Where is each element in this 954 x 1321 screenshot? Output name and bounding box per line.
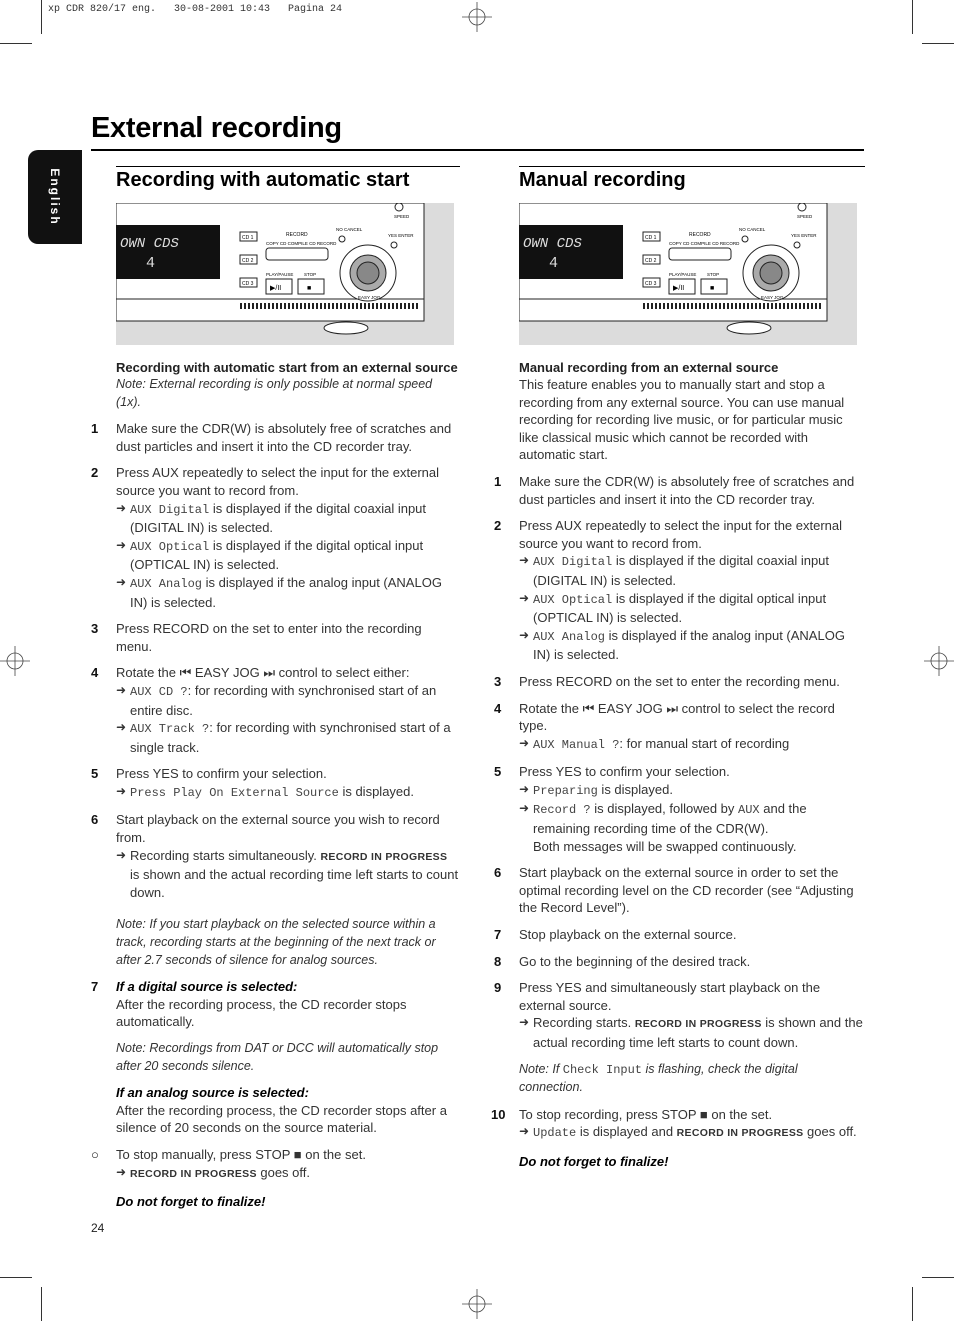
result-text: : for recording with synchronised start of a single track. (130, 720, 451, 755)
step-text: Press YES and simultaneously start playback on the external source. (519, 980, 821, 1013)
device-illustration (116, 203, 460, 345)
no-cancel-label: NO CANCEL (739, 227, 766, 232)
print-header: xp CDR 820/17 eng. 30-08-2001 10:43 Pagina 24 (48, 4, 343, 15)
step-title: If a digital source is selected: (116, 979, 298, 995)
step-text-part: on the set. (301, 1146, 366, 1162)
display-message: AUX Track ? (130, 722, 210, 737)
result-line (519, 590, 865, 627)
result-line (519, 735, 865, 755)
note: Note: External recording is only possible at normal speed (1x). (116, 377, 433, 409)
display-message: RECORD IN PROGRESS (320, 850, 448, 863)
finalize-reminder: Do not forget to finalize! (519, 1153, 669, 1169)
display-message: Update (533, 1126, 577, 1141)
stop-icon: ■ (293, 1146, 302, 1162)
easy-jog-label: EASY JOG (761, 295, 784, 300)
step-text: Start playback on the external source you wish to record from. (116, 812, 440, 846)
stop-icon: ■ (307, 285, 312, 292)
result-line (116, 574, 460, 611)
step (90, 664, 460, 756)
step-number: 4 (494, 700, 502, 716)
note: Note: If you start playback on the selected source within a track, recording starts at the beginning of the next track or after 2.7 seconds of silence for analog sources. (116, 917, 436, 967)
result-text: is displayed if the digital coaxial input (DIGITAL IN) is selected. (533, 553, 830, 588)
crop-mark (41, 0, 42, 34)
result-line (519, 627, 865, 664)
display-message: Check Input (562, 1062, 642, 1077)
stop-icon: ■ (710, 285, 715, 292)
crop-mark (922, 43, 954, 44)
step-text: Press AUX repeatedly to select the input for the external source you want to record from. (519, 518, 843, 551)
result-text: and the remaining recording time of the CDR(W). (533, 801, 807, 837)
arrow-icon: ➜ (519, 781, 530, 796)
step-number: 10 (491, 1106, 506, 1122)
language-tab-label: English (48, 168, 62, 226)
display-message: AUX Analog (533, 629, 606, 644)
arrow-icon: ➜ (519, 1124, 530, 1139)
device-illustration (519, 203, 865, 345)
step-text: Press YES to confirm your selection. (116, 766, 327, 782)
bullet-icon: ○ (91, 1146, 99, 1162)
display-message: RECORD IN PROGRESS (634, 1018, 762, 1031)
result-text: is shown and the actual recording time left starts to count down. (533, 1015, 863, 1050)
step-text: Make sure the CDR(W) is absolutely free of scratches and dust particles and insert it into the CD recorder tray. (519, 473, 855, 507)
step (90, 765, 460, 802)
arrow-icon: ➜ (519, 553, 530, 568)
play-pause-label: PLAY/PAUSE (266, 272, 294, 277)
arrow-icon: ➜ (116, 783, 127, 798)
display-message: Press Play On External Source (130, 785, 339, 800)
finalize-reminder: Do not forget to finalize! (116, 1194, 266, 1210)
play-pause-icon: ▶/II (270, 285, 282, 292)
step-number: 1 (91, 421, 99, 437)
step-text-part: EASY JOG (191, 665, 264, 681)
crop-mark (912, 1287, 913, 1321)
display-message: RECORD IN PROGRESS (130, 1167, 257, 1180)
crop-mark (922, 1277, 954, 1278)
step-text-part: To stop manually, press STOP (116, 1146, 294, 1162)
step-text-part: on the set. (707, 1106, 773, 1122)
section-heading: Recording with automatic start (116, 166, 460, 191)
stop-label: STOP (707, 272, 720, 277)
display-disc-text: OWN CDS (120, 236, 179, 252)
result-text: Recording starts simultaneously. (130, 847, 321, 863)
registration-mark-icon (924, 646, 954, 676)
crop-mark (0, 43, 32, 44)
subheading: Manual recording from an external source (519, 360, 779, 375)
step-text-part: EASY JOG (594, 700, 667, 716)
step (90, 978, 460, 1031)
cd3-button-label: CD 3 (242, 281, 254, 287)
step-number: 7 (494, 927, 502, 943)
record-label: RECORD (286, 232, 308, 238)
display-message: Preparing (533, 783, 598, 798)
step (493, 473, 865, 508)
step (90, 420, 460, 455)
result-line (519, 1014, 865, 1051)
step-text (116, 664, 460, 682)
result-line (116, 1164, 460, 1184)
step (493, 1106, 865, 1143)
step-text-part: To stop recording, press STOP (519, 1106, 700, 1122)
display-track-number: 4 (549, 255, 559, 272)
display-message: AUX Digital (533, 555, 613, 570)
result-text: goes off. (256, 1164, 310, 1180)
registration-mark-icon (462, 2, 492, 32)
analog-text: After the recording process, the CD recorder stops after a silence of 20 seconds on the source material. (116, 1102, 447, 1136)
arrow-icon: ➜ (116, 574, 127, 589)
step-text (116, 1146, 460, 1164)
title-rule (91, 149, 864, 151)
step-text: Make sure the CDR(W) is absolutely free of scratches and dust particles and insert it into the CD recorder tray. (116, 421, 452, 454)
section-heading: Manual recording (519, 166, 865, 191)
record-modes-label: COPY CD COMPILE CD RECORD (669, 241, 740, 246)
stop-label: STOP (304, 272, 317, 277)
result-text: is shown and the actual recording time left starts to count down. (130, 867, 459, 900)
display-message: AUX Optical (533, 592, 613, 607)
note: Note: Recordings from DAT or DCC will automatically stop after 20 seconds silence. (116, 1041, 439, 1073)
display-message: Record ? (533, 803, 591, 818)
step-number: 5 (91, 766, 99, 782)
display-message: AUX Analog (130, 576, 203, 591)
arrow-icon: ➜ (519, 1015, 530, 1030)
step-text: Press AUX repeatedly to select the input for the external source you want to record from. (116, 465, 440, 498)
play-pause-label: PLAY/PAUSE (669, 272, 697, 277)
arrow-icon: ➜ (519, 590, 530, 605)
crop-mark (0, 1277, 32, 1278)
step (90, 620, 460, 655)
step-number: 3 (494, 673, 502, 689)
step-text: Press RECORD on the set to enter the recording menu. (519, 673, 840, 689)
display-message: AUX Digital (130, 502, 210, 517)
crop-mark (41, 1287, 42, 1321)
result-line (116, 682, 460, 719)
cd2-button-label: CD 2 (242, 258, 254, 264)
step-number: 1 (494, 473, 502, 489)
step-text: After the recording process, the CD recorder stops automatically. (116, 996, 407, 1030)
right-column (493, 166, 865, 1171)
cd1-button-label: CD 1 (242, 235, 254, 241)
yes-enter-label: YES ENTER (388, 233, 414, 238)
note (519, 1061, 865, 1097)
step (493, 864, 865, 917)
result-line (116, 500, 460, 537)
easy-jog-label: EASY JOG (358, 295, 381, 300)
arrow-icon: ➜ (519, 735, 530, 750)
left-column (90, 166, 460, 1211)
step (493, 979, 865, 1051)
step-number: 4 (91, 665, 99, 681)
step-number: 8 (494, 953, 502, 969)
step-text: Go to the beginning of the desired track. (519, 953, 751, 969)
step-text: Stop playback on the external source. (519, 927, 737, 943)
speed-label: SPEED (394, 214, 410, 219)
display-message: AUX CD ? (130, 684, 188, 699)
step (493, 926, 865, 944)
display-message: AUX Manual ? (533, 737, 620, 752)
result-text: : for recording with synchronised start of an entire disc. (130, 682, 437, 718)
step-number: 5 (494, 764, 502, 780)
registration-mark-icon (462, 1289, 492, 1319)
analog-title: If an analog source is selected: (116, 1085, 309, 1101)
result-text: is displayed if the analog input (ANALOG IN) is selected. (130, 574, 442, 610)
yes-enter-label: YES ENTER (791, 233, 817, 238)
arrow-icon: ➜ (116, 1164, 127, 1179)
result-text: is displayed if the digital optical input (OPTICAL IN) is selected. (533, 590, 827, 626)
previous-icon: ⏮ (179, 665, 192, 681)
step-text-part: control to select either: (275, 665, 410, 681)
next-icon: ⏭ (666, 700, 679, 716)
step-number: 7 (91, 979, 99, 995)
result-text: is displayed and (576, 1124, 677, 1140)
registration-mark-icon (0, 646, 30, 676)
record-modes-label: COPY CD COMPILE CD RECORD (266, 241, 337, 246)
result-line (519, 552, 865, 589)
result-line (116, 537, 460, 574)
arrow-icon: ➜ (116, 500, 127, 515)
cd-recorder-front-panel-icon (519, 203, 857, 345)
display-message: AUX Optical (130, 539, 210, 554)
step-text (519, 700, 865, 735)
no-cancel-label: NO CANCEL (336, 227, 363, 232)
step-text-part: Rotate the (116, 665, 180, 681)
result-line (519, 800, 865, 837)
step (493, 700, 865, 755)
previous-icon: ⏮ (582, 700, 595, 716)
step (493, 953, 865, 971)
result-line (116, 783, 460, 803)
cd2-button-label: CD 2 (645, 258, 657, 264)
step-text-part: Rotate the (519, 700, 583, 716)
cd3-button-label: CD 3 (645, 281, 657, 287)
result-text: is displayed if the digital optical input (OPTICAL IN) is selected. (130, 537, 424, 573)
step (90, 1146, 460, 1183)
result-line (116, 719, 460, 756)
step (493, 673, 865, 691)
result-text: goes off. (803, 1124, 857, 1140)
step (90, 811, 460, 901)
arrow-icon: ➜ (519, 627, 530, 642)
step-text: Start playback on the external source in order to set the optimal recording level on the CD recorder (see “Adjusting the Record Level”). (519, 865, 854, 916)
step (493, 517, 865, 664)
result-line (116, 847, 460, 902)
step-text-part: control to select the record type. (519, 700, 835, 734)
step-text (519, 1106, 865, 1124)
result-text: Both messages will be swapped continuously. (533, 838, 797, 854)
step-number: 6 (494, 865, 502, 881)
result-text: is displayed. (597, 781, 673, 797)
result-line (519, 781, 865, 801)
arrow-icon: ➜ (116, 682, 127, 697)
display-track-number: 4 (146, 255, 156, 272)
step-text: Press YES to confirm your selection. (519, 764, 730, 780)
cd1-button-label: CD 1 (645, 235, 657, 241)
result-text: Recording starts. (533, 1015, 635, 1031)
result-text: is displayed if the digital coaxial input (DIGITAL IN) is selected. (130, 500, 427, 536)
note-text: Note: If (519, 1061, 563, 1076)
step-number: 9 (494, 980, 502, 996)
next-icon: ⏭ (263, 665, 276, 681)
result-text: is displayed, followed by (590, 801, 739, 817)
step-number: 6 (91, 812, 99, 828)
result-text: : for manual start of recording (619, 735, 790, 751)
language-tab (28, 150, 82, 244)
intro-paragraph: This feature enables you to manually start and stop a recording from any external source. You can use manual recording for recording live music, or for particular music like classical music which cannot be recorded with automatic start. (519, 377, 845, 463)
page-title: External recording (91, 112, 342, 144)
result-text: is displayed if the analog input (ANALOG IN) is selected. (533, 627, 845, 663)
note-text: is flashing, check the digital connection. (519, 1061, 798, 1095)
step (90, 464, 460, 611)
arrow-icon: ➜ (116, 537, 127, 552)
speed-label: SPEED (797, 214, 813, 219)
arrow-icon: ➜ (116, 720, 127, 735)
record-label: RECORD (689, 232, 711, 238)
arrow-icon: ➜ (116, 847, 127, 862)
step-text: Press RECORD on the set to enter into the recording menu. (116, 621, 422, 654)
cd-recorder-front-panel-icon (116, 203, 454, 345)
step-number: 3 (91, 621, 99, 637)
step-number: 2 (91, 465, 99, 481)
step-number: 2 (494, 518, 502, 534)
result-line (519, 1123, 865, 1143)
play-pause-icon: ▶/II (673, 285, 685, 292)
result-text: is displayed. (338, 783, 414, 799)
stop-icon: ■ (699, 1106, 708, 1122)
subheading: Recording with automatic start from an external source (116, 360, 458, 375)
page-number: 24 (91, 1221, 105, 1235)
arrow-icon: ➜ (519, 801, 530, 816)
display-message: AUX (738, 803, 760, 818)
display-disc-text: OWN CDS (523, 236, 582, 252)
display-message: RECORD IN PROGRESS (676, 1127, 804, 1140)
crop-mark (912, 0, 913, 34)
step (493, 763, 865, 855)
